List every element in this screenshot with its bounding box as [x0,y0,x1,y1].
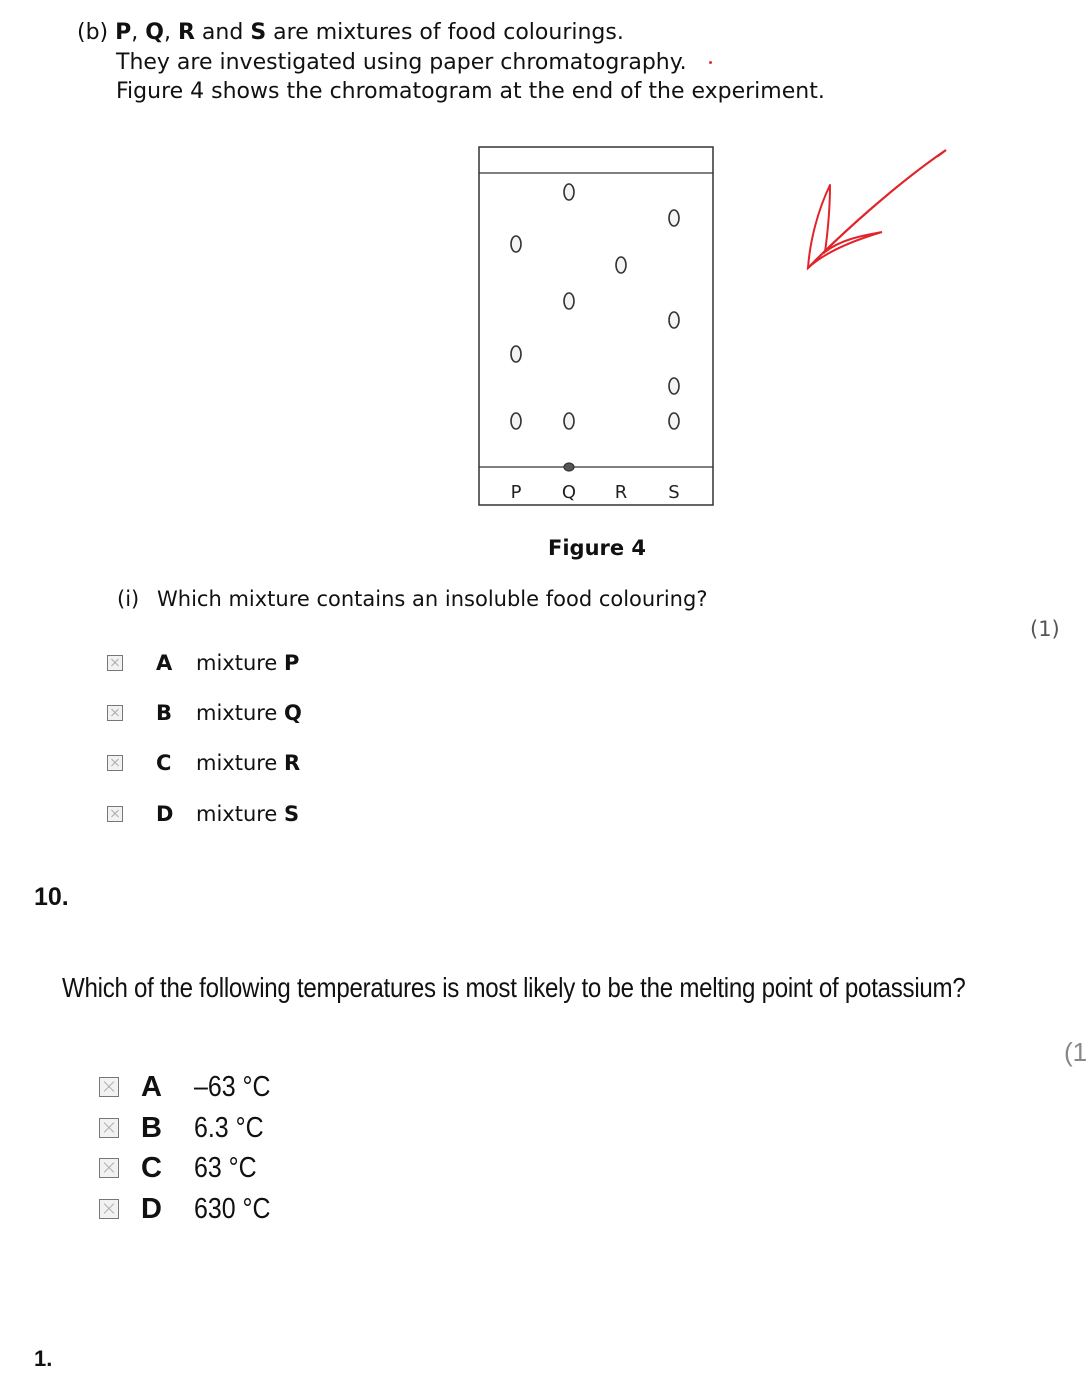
spot-s-1 [669,210,679,226]
checkbox-b[interactable] [107,705,123,721]
lane-label-p: P [510,482,522,503]
option-d-630[interactable] [99,1191,283,1227]
chromatogram-figure [478,146,715,508]
checkbox-b[interactable] [99,1118,119,1138]
option-c-63[interactable] [99,1150,267,1186]
option-letter: A [156,651,173,675]
option-value: 6.3 °C [194,1111,264,1144]
lane-label-q: Q [561,482,577,503]
spot-s-4 [669,413,679,429]
spot-q-1 [564,184,574,200]
spot-s-3 [669,378,679,394]
lane-label-s: S [668,482,680,503]
option-letter: D [156,802,174,826]
option-letter: C [141,1151,162,1184]
option-letter: B [156,701,173,725]
question-i-number: (i) [117,587,140,611]
option-a-minus-63[interactable] [99,1069,283,1105]
spot-p-3 [511,413,521,429]
option-letter: D [141,1192,162,1225]
checkbox-a[interactable] [107,655,123,671]
option-text [196,751,300,775]
checkbox-a[interactable] [99,1077,119,1097]
spot-r-1 [616,257,626,273]
next-question-number: 1. [34,1346,53,1371]
question-i [117,587,707,611]
option-value: –63 °C [194,1070,271,1103]
checkbox-c[interactable] [107,755,123,771]
question-10-number: 10. [34,883,69,911]
option-b-mixture-q[interactable] [107,701,302,725]
option-c-mixture-r[interactable] [107,751,300,775]
spot-p-2 [511,346,521,362]
option-value: 630 °C [194,1192,271,1225]
option-value: 63 °C [194,1151,257,1184]
option-letter: A [141,1070,162,1103]
option-letter: C [156,751,172,775]
question-10-text: Which of the following temperatures is most likely to be the melting point of potassium? [62,972,966,1003]
sep: , [131,20,146,45]
intro-line3: Figure 4 shows the chromatogram at the end of the experiment. [116,79,825,104]
letter-q: Q [145,20,164,45]
option-value: R [284,751,301,775]
letter-r: R [177,20,195,45]
option-value: P [284,651,300,675]
option-text [196,802,299,826]
spot-q-3 [564,413,574,429]
intro-line2-text: They are investigated using paper chromatography. [116,49,687,75]
sep: and [194,20,251,45]
option-text [196,651,299,675]
checkbox-d[interactable] [107,806,123,822]
intro-line1-rest: are mixtures of food colourings. [266,20,624,45]
option-prefix: mixture [196,701,285,725]
figure-caption: Figure 4 [548,536,647,560]
sep: , [163,20,178,45]
lane-label-r: R [614,482,628,503]
question-i-text: Which mixture contains an insoluble food colouring? [157,587,708,611]
spot-q-baseline [564,463,574,471]
letter-s: S [250,20,267,45]
option-d-mixture-s[interactable] [107,802,299,826]
option-b-6-3[interactable] [99,1110,275,1146]
letter-p: P [115,20,132,45]
part-b-label: (b) [77,20,109,45]
option-letter: B [141,1111,162,1144]
question-10-marks: (1 [1064,1037,1087,1067]
option-value: Q [284,701,302,725]
spot-p-1 [511,236,521,252]
option-prefix: mixture [196,802,285,826]
option-text [196,701,302,725]
red-arrow-annotation [800,140,960,280]
option-value: S [284,802,300,826]
spot-s-2 [669,312,679,328]
question-i-marks: (1) [1030,617,1060,641]
option-prefix: mixture [196,651,285,675]
checkbox-c[interactable] [99,1158,119,1178]
intro-line2 [77,48,825,78]
red-dot-mark [709,61,712,64]
spot-q-2 [564,293,574,309]
part-b-intro [77,18,825,107]
checkbox-d[interactable] [99,1199,119,1219]
option-prefix: mixture [196,751,285,775]
option-a-mixture-p[interactable] [107,651,299,675]
